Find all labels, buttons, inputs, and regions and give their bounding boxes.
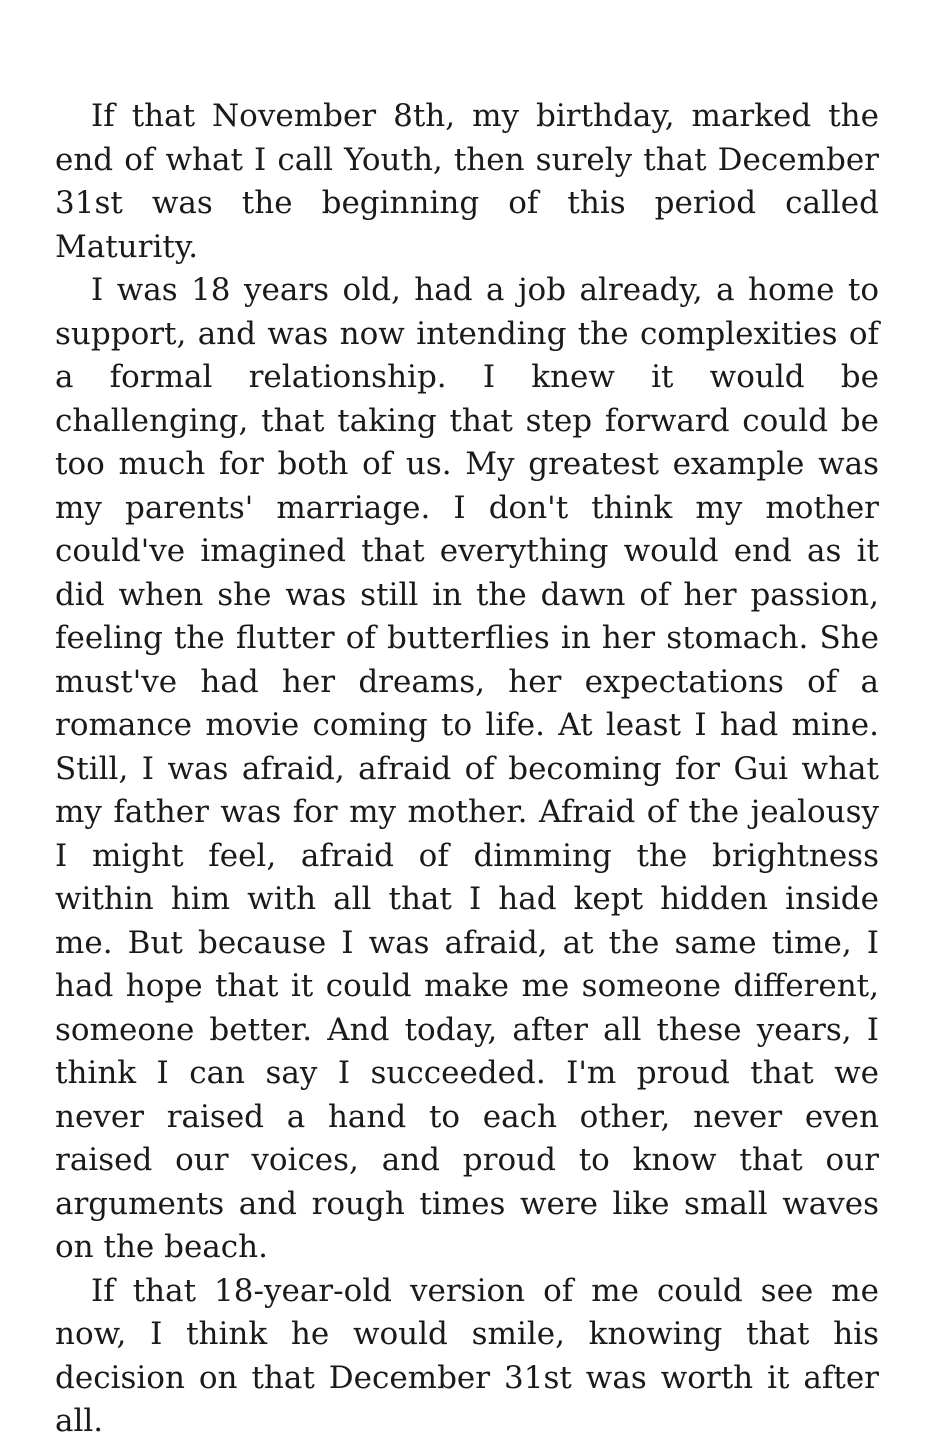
page-text: [55, 95, 879, 1444]
paragraph-3: If that 18-year-old version of me could see me now, I think he would smile, knowing that his decision on that December 31st was worth it after all.: [55, 1272, 879, 1439]
paragraph-1: If that November 8th, my birthday, marked the end of what I call Youth, then surely that December 31st was the beginning of this period called Maturity.: [55, 98, 879, 265]
paragraph-2: I was 18 years old, had a job already, a home to support, and was now intending the complexities of a formal relationship. I knew it would be challenging, that taking that step forward could be too much for both of us. My greatest example was my parents' marriage. I don't think my mother could've imagined that everything would end as it did when she was still in the dawn of her passion, feeling the flutter of butterflies in her stomach. She must've had her dreams, her expectations of a romance movie coming to life. At least I had mine. Still, I was afraid, afraid of becoming for Gui what my father was for my mother. Afraid of the jealousy I might feel, afraid of dimming the brightness within him with all that I had kept hidden inside me. But because I was afraid, at the same time, I had hope that it could make me someone different, someone better. And today, after all these years, I think I can say I succeeded. I'm proud that we never raised a hand to each other, never even raised our voices, and proud to know that our arguments and rough times were like small waves on the beach.: [55, 272, 879, 1265]
